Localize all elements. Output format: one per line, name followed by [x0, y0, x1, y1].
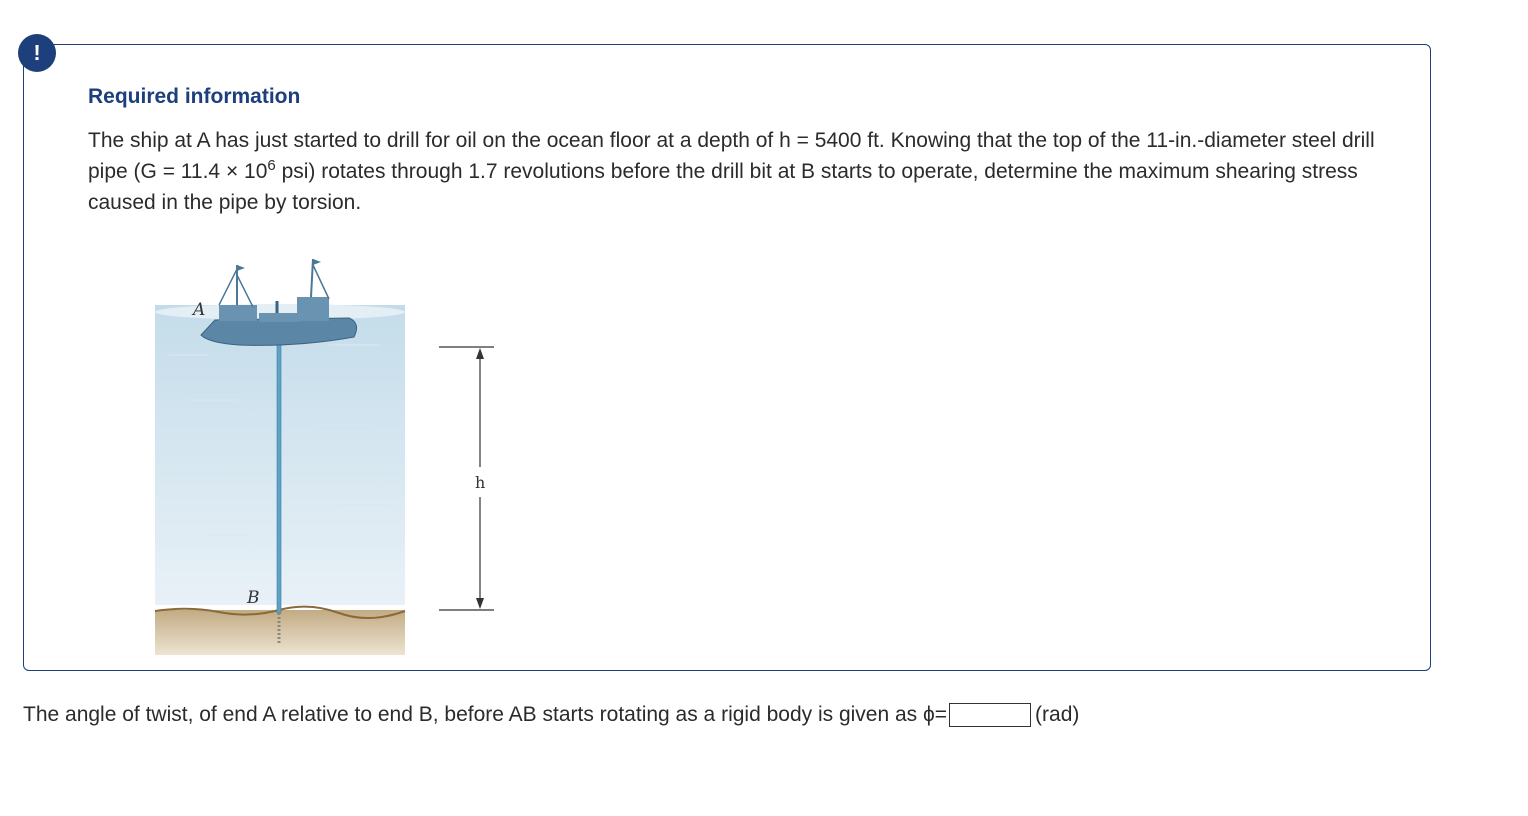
label-h: h	[475, 473, 486, 492]
angle-of-twist-answer-input[interactable]	[949, 703, 1031, 727]
crane-left	[219, 269, 237, 305]
drill-pipe	[277, 317, 281, 613]
arrow-down	[476, 598, 484, 609]
flag-left	[237, 265, 245, 271]
answer-unit: (rad)	[1035, 703, 1080, 726]
arrow-up	[476, 348, 484, 359]
label-a: A	[193, 300, 206, 320]
label-b: B	[247, 588, 260, 608]
ship-deck-structure	[259, 313, 299, 322]
problem-text-part2: psi) rotates through 1.7 revolutions before the drill bit at B starts to operate, determine the maximum shearing stress caused in the pipe by torsion.	[88, 160, 1358, 214]
ship-cabin-left	[219, 305, 257, 321]
ocean-floor	[155, 610, 405, 655]
crane-right	[313, 265, 329, 299]
exclamation-icon: !	[18, 34, 56, 72]
problem-text-part1: The ship at A has just started to drill for oil on the ocean floor at a depth of h = 5400 ft. Knowing that the top of the 11-in.-diameter steel drill pipe (G = 11.4 × 10	[88, 129, 1375, 183]
required-information-panel	[23, 44, 1431, 671]
question-prompt: The angle of twist, of end A relative to end B, before AB starts rotating as a rigid body is given as ϕ=	[23, 703, 948, 726]
ship-cabin-right	[297, 297, 329, 321]
required-information-heading: Required information	[88, 85, 301, 108]
problem-text-exponent: 6	[267, 157, 276, 174]
problem-statement	[88, 125, 1378, 218]
mast-right	[311, 259, 313, 297]
flag-right	[313, 259, 321, 265]
crane-left-2	[237, 275, 253, 307]
angle-of-twist-question	[23, 703, 1079, 727]
drill-ship-figure	[149, 235, 486, 608]
